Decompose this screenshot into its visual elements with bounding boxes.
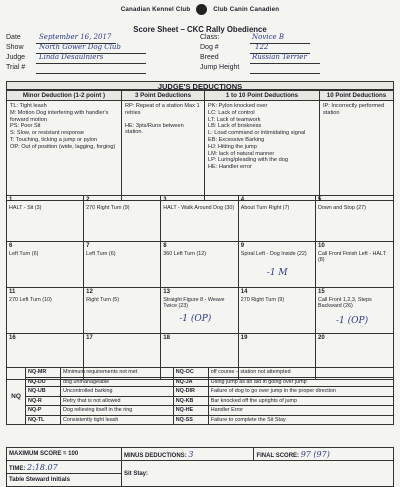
nq-code: NQ-SS [173, 415, 208, 425]
ckc-logo-icon [196, 4, 207, 15]
trial-label: Trial # [6, 64, 26, 71]
station-name: 270 Left Turn (10) [9, 297, 52, 303]
station-name: Call Front Finish Left - HALT (8) [318, 251, 386, 263]
final-score-value: 97 (97) [300, 449, 330, 459]
one-to-ten-list [205, 101, 320, 201]
station-number: 13 [163, 289, 170, 295]
nq-code: NQ-P [26, 406, 61, 416]
station-number: 6 [9, 243, 13, 249]
station-number: 15 [318, 289, 325, 295]
nq-desc: Dog relieving itself in the ring [61, 406, 174, 416]
station-number: 19 [240, 335, 248, 341]
nq-desc: Handler Error [208, 406, 393, 416]
handwritten-deduction: -1 (OP) [179, 314, 212, 324]
handwritten-deduction: -1 (OP) [336, 316, 369, 326]
minus-deductions-value: 3 [188, 449, 194, 459]
scores-table [6, 447, 394, 487]
nq-code: NQ-TL [26, 415, 61, 425]
judges-deductions-title: JUDGE'S DEDUCTIONS [6, 81, 394, 90]
nq-desc: Consistently tight leash [61, 415, 174, 425]
deduction-item: T: Touching, ticking a jump or pylon [10, 136, 97, 143]
class-value: Novice B [252, 33, 284, 41]
station-number: 2 [86, 197, 90, 203]
time-value: 2:18.07 [27, 462, 58, 472]
nq-code: NQ-R [26, 396, 61, 406]
station-5 [316, 196, 394, 242]
jump-height-label: Jump Height [200, 64, 240, 71]
station-13 [161, 288, 239, 334]
deduction-item: LB: Lack of briskness [208, 123, 262, 130]
deduction-item: M: Motion Dog interfering with handler's forward motion [10, 109, 109, 123]
right-club-name: Club Canin Canadien [213, 6, 280, 14]
station-number: 7 [86, 243, 90, 249]
station-number: 14 [240, 289, 248, 295]
deduction-item: LT: Lack of teamwork [208, 116, 261, 123]
col-header-minor: Minor Deduction (1-2 point ) [7, 91, 122, 101]
station-number: 5 [318, 197, 322, 203]
deduction-item: HE: 3pts/Runs between station. [125, 122, 184, 136]
dog-value: 122 [255, 43, 269, 51]
time-label: TIME: [9, 465, 26, 472]
deduction-item: TL: Tight leash [10, 103, 47, 109]
deduction-item: IP: Incorrectly performed station [323, 103, 385, 116]
station-name: 360 Left Turn (12) [163, 251, 207, 257]
station-number: 1 [9, 197, 13, 203]
station-number: 8 [163, 243, 167, 249]
sheet-title: Score Sheet – CKC Rally Obedience [133, 25, 267, 34]
sit-stay-cell [122, 461, 394, 487]
deductions-table [6, 90, 394, 201]
station-1 [7, 196, 84, 242]
deduction-item: LP: Luring/pleading with the dog [208, 157, 288, 164]
deduction-item: HJ: Hitting the jump [208, 143, 257, 150]
station-3 [161, 196, 239, 242]
nq-code: NQ-DU [26, 377, 61, 387]
table-steward-label: Table Steward Initials [7, 474, 122, 487]
deduction-item: LM: lack of natural manner [208, 150, 275, 157]
station-name: Spiral Left - Dog Inside (22) [240, 251, 307, 257]
deduction-item: LC: Lack of control [208, 109, 255, 116]
col-header-3pt: 3 Point Deductions [122, 91, 205, 101]
station-name: 270 Right Turn (9) [240, 297, 285, 303]
nq-desc: Bar knocked off the uprights of jump [208, 396, 393, 406]
nq-desc: Using jump as an aid in going over jump [208, 377, 393, 387]
sheet-header [0, 4, 400, 15]
station-11 [7, 288, 84, 334]
deduction-item: HE: Handler error [208, 164, 252, 171]
handwritten-deduction: -1 M [266, 268, 288, 278]
three-point-list [122, 101, 205, 201]
nq-code: NQ-MR [26, 368, 61, 378]
left-club-name: Canadian Kennel Club [120, 6, 191, 14]
nq-code: NQ-JA [173, 377, 208, 387]
nq-desc: off course – station not attempted [208, 368, 393, 378]
dog-label: Dog # [200, 44, 219, 51]
station-number: 12 [86, 289, 93, 295]
max-score-label: MAXIMUM SCORE = 100 [7, 448, 122, 461]
station-number: 3 [163, 197, 167, 203]
deduction-item: EB: Excessive Barking [208, 136, 265, 143]
breed-value: Russian Terrier [252, 53, 307, 61]
info-right [200, 34, 394, 78]
minor-list [7, 101, 122, 201]
col-header-1to10: 1 to 10 Point Deductions [205, 91, 320, 101]
station-name: Left Turn (6) [86, 251, 116, 257]
station-6 [7, 242, 84, 288]
show-label: Show [6, 44, 24, 51]
station-name: Call Front 1,2,3, Steps Backward (26) [318, 297, 372, 309]
minus-deductions-cell [122, 448, 254, 461]
station-7 [84, 242, 161, 288]
nq-desc: Minimum requirements not met [61, 368, 174, 378]
nq-desc: Failure to complete the Sit Stay [208, 415, 393, 425]
nq-label: NQ [7, 368, 26, 425]
station-4 [238, 196, 315, 242]
deduction-item: S: Slow, or resistant response [10, 130, 84, 137]
final-score-label: FINAL SCORE: [256, 452, 300, 459]
station-name: HALT - Walk Around Dog (30) [163, 205, 235, 211]
sit-stay-label: Sit Stay: [124, 470, 149, 477]
station-number: 11 [9, 289, 16, 295]
station-10 [316, 242, 394, 288]
nq-desc: Failure of dog to go over jump in the proper direction [208, 387, 393, 397]
station-name: 270 Right Turn (9) [86, 205, 130, 211]
station-name: About Turn Right (7) [240, 205, 290, 211]
show-value: North Gower Dog Club [39, 43, 121, 51]
station-number: 18 [163, 335, 170, 341]
judge-value: Linda Desaulniers [39, 53, 104, 61]
station-number: 20 [318, 335, 325, 341]
station-number: 17 [86, 335, 93, 341]
date-value: September 16, 2017 [39, 33, 112, 41]
deduction-item: PS: Poor Sit [10, 123, 41, 130]
deduction-item: OP: Out of position (wide, lagging, forging) [10, 143, 116, 150]
deduction-item: RP: Repeat of a station Max 1 retries [125, 103, 200, 116]
station-9 [238, 242, 315, 288]
station-8 [161, 242, 239, 288]
station-12 [84, 288, 161, 334]
station-name: HALT - Sit (3) [9, 205, 42, 211]
station-name: Right Turn (5) [86, 297, 120, 303]
nq-code: NQ-OC [173, 368, 208, 378]
station-15 [316, 288, 394, 334]
nq-code: NQ-DIR [173, 387, 208, 397]
nq-desc: dog unmanageable [61, 377, 174, 387]
station-number: 9 [240, 243, 245, 249]
judge-label: Judge [6, 54, 26, 61]
nq-code: NQ-UB [26, 387, 61, 397]
breed-label: Breed [200, 54, 219, 61]
station-name: Down and Stop (27) [318, 205, 366, 211]
minus-deductions-label: MINUS DEDUCTIONS: [124, 452, 187, 459]
station-name: Straight Figure 8 - Weave Twice (23) [163, 297, 225, 309]
deduction-item: PK: Pylon knocked over [208, 103, 268, 109]
station-number: 10 [318, 243, 325, 249]
stations-grid [6, 195, 394, 380]
station-number: 4 [240, 197, 245, 203]
nq-code: NQ-KB [173, 396, 208, 406]
col-header-10pt: 10 Point Deductions [320, 91, 394, 101]
nq-desc: Retry that is not allowed [61, 396, 174, 406]
deduction-item: L: Loud command or intimidating signal [208, 130, 306, 137]
ten-point-list [320, 101, 394, 201]
final-score-cell [254, 448, 394, 461]
class-label: Class: [200, 34, 220, 41]
nq-desc: Uncontrolled barking [61, 387, 174, 397]
station-2 [84, 196, 161, 242]
time-cell [7, 461, 122, 474]
station-number: 16 [9, 335, 16, 341]
nq-code: NQ-HE [173, 406, 208, 416]
date-label: Date [6, 34, 21, 41]
nq-table [6, 367, 394, 425]
station-14 [238, 288, 315, 334]
station-name: Left Turn (6) [9, 251, 39, 257]
